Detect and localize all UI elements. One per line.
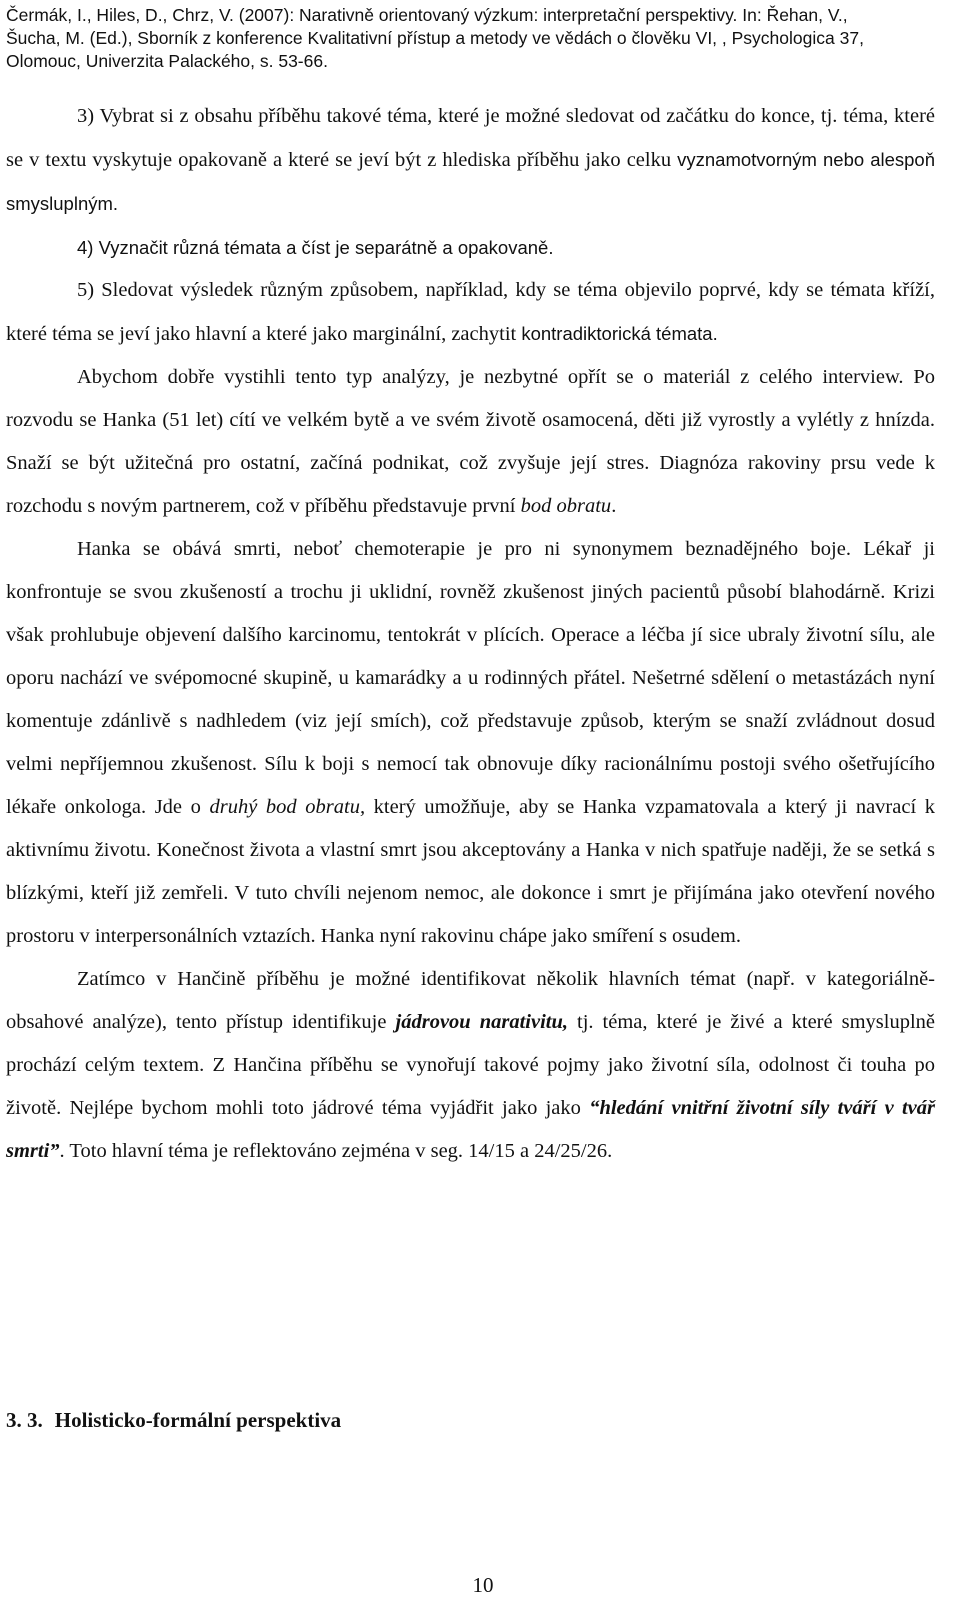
paragraph-interview-text: Abychom dobře vystihli tento typ analýzy, je nezbytné opřít se o materiál z celého interview. Po rozvodu se Hanka (51 let) cítí ve velkém bytě a ve svém životě osamocená, děti již vyrostly a vylétly z hnízda. Snaží se být užitečná pro ostatní, začíná podnikat, což zvyšuje její stres. Diagnóza rakoviny prsu vede k rozchodu s novým partnerem, což v příběhu představuje první (6, 366, 935, 517)
paragraph-hanka-text: Hanka se obává smrti, neboť chemoterapie je pro ni synonymem beznadějného boje. Lékař ji konfrontuje se svou zkušeností a trochu ji uklidní, rovněž zkušenost jiných pacientů působí blahodárně. Krizi však prohlubuje objevení dalšího karcinomu, tentokrát v plících. Operace a léčba jí sice ubraly životní sílu, ale oporu nachází ve svépomocné skupině, u kamarádky a u rodinných přátel. Nešetrné sdělení o metastázách nyní komentuje zdánlivě s nadhledem (viz její smích), což představuje způsob, kterým se snaží zvládnout dosud velmi nepříjemnou zkušenost. Sílu k boji s nemocí tak obnovuje díky racionálnímu postoji svého ošetřujícího lékaře onkologa. Jde o (6, 538, 935, 818)
page-number: 10 (472, 1573, 494, 1597)
paragraph-hanka (6, 528, 935, 958)
paragraph-hanka-rest: který umožňuje, aby se Hanka vzpamatovala a který ji navrací k aktivnímu životu. Konečnost života a vlastní smrt jsou akceptovány a Hanka v nich spatřuje naději, že se setká s blízkými, kteří již zemřeli. V tuto chvíli nejenom nemoc, ale dokonce i smrt je přijímána jako otevření nového prostoru v interpersonálních vztazích. Hanka nyní rakovinu chápe jako smíření s osudem. (6, 796, 935, 947)
paragraph-interview (6, 356, 935, 528)
paragraph-core-middle: tj. téma, které je živé a které smysluplně prochází celým textem. Z Hančina příběhu se vynořují takové pojmy jako životní síla, odolnost či touha po životě. Nejlépe bychom mohli toto jádrové téma vyjádřit jako jako (6, 1011, 935, 1119)
paragraph-core-text: Zatímco v Hančině příběhu je možné identifikovat několik hlavních témat (např. v kategoriálně-obsahové analýze), tento přístup identifikuje (6, 968, 935, 1033)
paragraph-step-5 (6, 269, 935, 356)
section-title: Holisticko-formální perspektiva (54, 1408, 342, 1432)
paragraph-interview-end: . (611, 495, 617, 517)
section-heading (6, 1408, 341, 1433)
paragraph-step-4: 4) Vyznačit různá témata a číst je separátně a opakovaně. (77, 237, 554, 258)
paragraph-core-end: . Toto hlavní téma je reflektováno zejména v seg. 14/15 a 24/25/26. (59, 1140, 613, 1162)
citation-header (6, 4, 951, 73)
paragraph-step-3-end: vyznamotvorným nebo alespoň smysluplným. (6, 149, 935, 214)
citation-line-3: Olomouc, Univerzita Palackého, s. 53-66. (6, 51, 328, 71)
citation-line-2: Šucha, M. (Ed.), Sborník z konference Kvalitativní přístup a metody ve vědách o člověku VI, , Psychologica 37, (6, 28, 864, 48)
paragraph-core-narrative (6, 958, 935, 1173)
core-narrativity-term: jádrovou narativitu, (395, 1011, 568, 1033)
paragraph-step-5-end: kontradiktorická témata. (521, 323, 718, 344)
second-turning-point: druhý bod obratu, (209, 796, 366, 818)
core-theme-quote: “hledání vnitřní životní síly tváří v tvář smrti” (6, 1097, 935, 1162)
citation-line-1: Čermák, I., Hiles, D., Chrz, V. (2007): Narativně orientovaný výzkum: interpretační perspektivy. In: Řehan, V., (6, 5, 848, 25)
paragraph-step-5-text: 5) Sledovat výsledek různým způsobem, například, kdy se téma objevilo poprvé, kdy se témata kříží, které téma se jeví jako hlavní a které jako marginální, zachytit (6, 279, 935, 345)
first-turning-point: bod obratu (520, 495, 612, 517)
paragraph-step-3 (6, 95, 935, 226)
section-number: 3. 3. (6, 1408, 43, 1432)
main-text (6, 95, 935, 1173)
paragraph-step-3-text: 3) Vybrat si z obsahu příběhu takové téma, které je možné sledovat od začátku do konce, tj. téma, které se v textu vyskytuje opakovaně a které se jeví být z hlediska příběhu jako celku (6, 105, 935, 171)
